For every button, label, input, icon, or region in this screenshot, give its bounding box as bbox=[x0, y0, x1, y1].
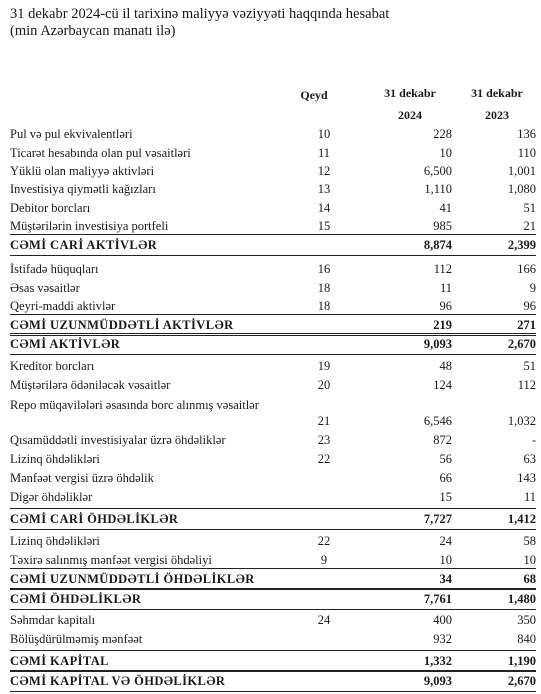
row-label: CƏMİ KAPİTAL VƏ ÖHDƏLİKLƏR bbox=[10, 674, 226, 688]
value-2024: 34 bbox=[439, 572, 452, 586]
row-label: Bölüşdürülməmiş mənfəət bbox=[10, 632, 143, 646]
row-label: Repo müqavilələri əsasında borc alınmış vəsaitlər bbox=[10, 398, 259, 412]
value-2023: 350 bbox=[517, 613, 536, 627]
column-header-2023-year: 2023 bbox=[485, 108, 509, 122]
value-2023: 143 bbox=[517, 471, 536, 485]
row-note: 13 bbox=[317, 182, 331, 196]
value-2023: 68 bbox=[523, 572, 536, 586]
total-rule-top bbox=[10, 650, 536, 651]
value-2023: 2,670 bbox=[507, 674, 536, 688]
total-rule-top bbox=[10, 508, 536, 509]
total-rule-top bbox=[10, 333, 536, 334]
value-2024: 48 bbox=[439, 359, 452, 373]
row-label: Əsas vəsaitlər bbox=[10, 281, 80, 295]
value-2024: 11 bbox=[439, 281, 452, 295]
value-2023: 58 bbox=[523, 534, 536, 548]
value-2023: 10 bbox=[523, 553, 536, 567]
row-note: 22 bbox=[317, 534, 331, 548]
total-rule-top bbox=[10, 588, 536, 589]
row-note: 9 bbox=[320, 553, 328, 567]
row-label: CƏMİ UZUNMÜDDƏTLİ ÖHDƏLİKLƏR bbox=[10, 572, 255, 586]
row-label: Lizinq öhdəlikləri bbox=[10, 452, 100, 466]
total-rule-top bbox=[10, 314, 536, 315]
value-2023: 1,001 bbox=[507, 164, 536, 178]
row-label: Təxirə salınmış mənfəət vergisi öhdəliyi bbox=[10, 553, 212, 567]
value-2023: 110 bbox=[517, 146, 536, 160]
total-rule-top bbox=[10, 234, 536, 235]
total-rule-bottom bbox=[10, 255, 536, 256]
value-2024: 7,761 bbox=[423, 592, 452, 606]
value-2023: 2,399 bbox=[507, 238, 536, 252]
report-title-line1: 31 dekabr 2024-cü il tarixinə maliyyə vəziyyəti haqqında hesabat bbox=[10, 6, 390, 22]
row-note: 19 bbox=[317, 359, 331, 373]
value-2024: 15 bbox=[439, 490, 452, 504]
row-label: Investisiya qiymətli kağızları bbox=[10, 182, 156, 196]
value-2023: 1,190 bbox=[507, 654, 536, 668]
value-2024: 985 bbox=[433, 219, 452, 233]
value-2023: 2,670 bbox=[507, 337, 536, 351]
value-2023: 11 bbox=[523, 490, 536, 504]
row-note: 14 bbox=[317, 201, 331, 215]
row-note: 18 bbox=[317, 281, 331, 295]
total-rule-bottom bbox=[10, 691, 536, 692]
row-label: Yüklü olan maliyyə aktivləri bbox=[10, 164, 155, 178]
column-header-note: Qeyd bbox=[300, 88, 328, 102]
total-rule-bottom bbox=[10, 529, 536, 530]
value-2024: 219 bbox=[433, 318, 452, 332]
row-label: CƏMİ CARİ AKTİVLƏR bbox=[10, 238, 158, 252]
value-2024: 400 bbox=[433, 613, 452, 627]
value-2023: 63 bbox=[523, 452, 536, 466]
value-2024: 872 bbox=[433, 433, 452, 447]
value-2023: 51 bbox=[523, 201, 536, 215]
row-label: Lizinq öhdəlikləri bbox=[10, 534, 100, 548]
row-label: CƏMİ UZUNMÜDDƏTLİ AKTİVLƏR bbox=[10, 318, 234, 332]
column-header-2023-date: 31 dekabr bbox=[471, 86, 523, 100]
value-2024: 9,093 bbox=[423, 674, 452, 688]
total-rule-top bbox=[10, 670, 536, 671]
row-label: Pul və pul ekvivalentləri bbox=[10, 127, 133, 141]
value-2023: 166 bbox=[517, 262, 536, 276]
value-2024: 10 bbox=[439, 553, 452, 567]
value-2023: 51 bbox=[523, 359, 536, 373]
column-header-2024-date: 31 dekabr bbox=[384, 86, 436, 100]
row-label: Kreditor borcları bbox=[10, 359, 95, 373]
total-rule-bottom bbox=[10, 671, 536, 672]
value-2024: 1,332 bbox=[423, 654, 452, 668]
value-2024: 932 bbox=[433, 632, 452, 646]
value-2024: 9,093 bbox=[423, 337, 452, 351]
value-2023: 840 bbox=[517, 632, 536, 646]
value-2023: 1,480 bbox=[507, 592, 536, 606]
row-label: Qısamüddətli investisiyalar üzrə öhdəliklər bbox=[10, 433, 226, 447]
value-2024: 56 bbox=[439, 452, 452, 466]
value-2024: 24 bbox=[439, 534, 452, 548]
row-label: Səhmdar kapitalı bbox=[10, 613, 96, 627]
total-rule-bottom bbox=[10, 589, 536, 590]
value-2023: 1,032 bbox=[507, 414, 536, 428]
row-label: CƏMİ CARİ ÖHDƏLİKLƏR bbox=[10, 512, 179, 526]
row-note: 15 bbox=[317, 219, 331, 233]
value-2024: 96 bbox=[439, 299, 452, 313]
row-label: Ticarət hesabında olan pul vəsaitləri bbox=[10, 146, 191, 160]
value-2024: 6,546 bbox=[423, 414, 452, 428]
value-2023: 1,412 bbox=[507, 512, 536, 526]
row-label: İstifadə hüquqları bbox=[10, 262, 99, 276]
value-2024: 124 bbox=[433, 378, 452, 392]
column-header-2024-year: 2024 bbox=[398, 108, 422, 122]
value-2024: 228 bbox=[433, 127, 452, 141]
row-label: Müştərilərə ödəniləcək vəsaitlər bbox=[10, 378, 171, 392]
row-note: 23 bbox=[317, 433, 331, 447]
row-note: 20 bbox=[317, 378, 331, 392]
row-note: 18 bbox=[317, 299, 331, 313]
row-note: 10 bbox=[317, 127, 331, 141]
row-note: 12 bbox=[317, 164, 331, 178]
report-title-line2: (min Azərbaycan manatı ilə) bbox=[10, 23, 176, 39]
row-note: 22 bbox=[317, 452, 331, 466]
row-note: 16 bbox=[317, 262, 331, 276]
value-2024: 10 bbox=[439, 146, 452, 160]
row-note: 21 bbox=[317, 414, 331, 428]
value-2023: 96 bbox=[523, 299, 536, 313]
row-note: 24 bbox=[317, 613, 331, 627]
value-2024: 6,500 bbox=[423, 164, 452, 178]
value-2023: 136 bbox=[517, 127, 536, 141]
value-2023: 271 bbox=[517, 318, 536, 332]
value-2024: 112 bbox=[433, 262, 452, 276]
row-label: Digər öhdəliklər bbox=[10, 490, 93, 504]
value-2023: 21 bbox=[523, 219, 536, 233]
row-label: CƏMİ KAPİTAL bbox=[10, 654, 109, 668]
row-label: CƏMİ AKTİVLƏR bbox=[10, 337, 121, 351]
value-2023: - bbox=[531, 433, 536, 447]
row-label: Mənfəət vergisi üzrə öhdəlik bbox=[10, 471, 154, 485]
value-2024: 41 bbox=[439, 201, 452, 215]
row-label: Qeyri-maddi aktivlər bbox=[10, 299, 116, 313]
total-rule-top bbox=[10, 568, 536, 569]
total-rule-bottom bbox=[10, 335, 536, 336]
value-2023: 9 bbox=[529, 281, 536, 295]
value-2023: 112 bbox=[517, 378, 536, 392]
total-rule-bottom bbox=[10, 609, 536, 610]
value-2024: 8,874 bbox=[423, 238, 452, 252]
value-2024: 1,110 bbox=[424, 182, 452, 196]
total-rule-bottom bbox=[10, 354, 536, 355]
row-label: Debitor borcları bbox=[10, 201, 91, 215]
row-label: CƏMİ ÖHDƏLİKLƏR bbox=[10, 592, 142, 606]
value-2023: 1,080 bbox=[507, 182, 536, 196]
value-2024: 66 bbox=[439, 471, 452, 485]
value-2024: 7,727 bbox=[423, 512, 452, 526]
row-label: Müştərilərin investisiya portfeli bbox=[10, 219, 169, 233]
row-note: 11 bbox=[317, 146, 331, 160]
